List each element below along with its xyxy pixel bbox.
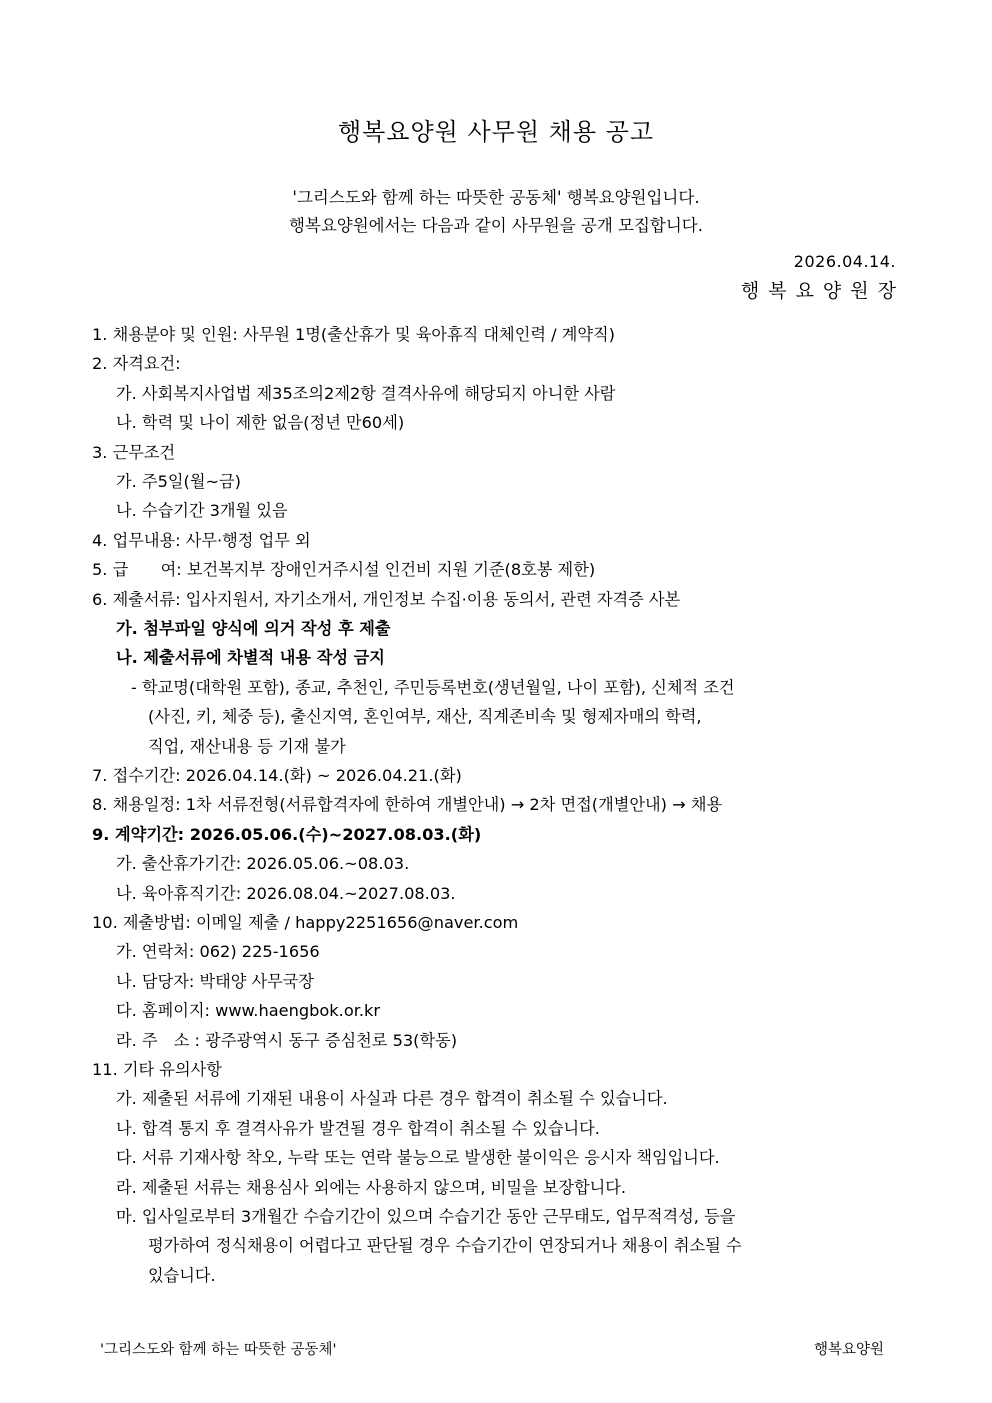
item-10-d: 라. 주 소 : 광주광역시 동구 증심천로 53(학동)	[116, 1031, 458, 1050]
item-6-b-detail-3: 직업, 재산내용 등 기재 불가	[148, 737, 346, 756]
item-8: 8. 채용일정: 1차 서류전형(서류합격자에 한하여 개별안내) → 2차 면접(개별안내) → 채용	[92, 795, 723, 814]
item-3-b: 나. 수습기간 3개월 있음	[116, 501, 288, 520]
item-6-a: 가. 첨부파일 양식에 의거 작성 후 제출	[116, 619, 391, 638]
item-10-a: 가. 연락처: 062) 225-1656	[116, 942, 320, 961]
item-9-a: 가. 출산휴가기간: 2026.05.06.~08.03.	[116, 854, 410, 873]
intro-line-2: 행복요양원에서는 다음과 같이 사무원을 공개 모집합니다.	[288, 216, 703, 235]
item-9-b: 나. 육아휴직기간: 2026.08.04.~2027.08.03.	[116, 884, 456, 903]
item-9: 9. 계약기간: 2026.05.06.(수)~2027.08.03.(화)	[92, 825, 482, 844]
item-11-a: 가. 제출된 서류에 기재된 내용이 사실과 다른 경우 합격이 취소될 수 있습니다.	[116, 1089, 668, 1108]
item-3-a: 가. 주5일(월~금)	[116, 472, 241, 491]
item-11-e-cont-1: 평가하여 정식채용이 어렵다고 판단될 경우 수습기간이 연장되거나 채용이 취소될 수	[148, 1236, 742, 1255]
footer-org-name: 행복요양원	[813, 1342, 884, 1358]
item-11-b: 나. 합격 통지 후 결격사유가 발견될 경우 합격이 취소될 수 있습니다.	[116, 1119, 600, 1138]
item-6-b: 나. 제출서류에 차별적 내용 작성 금지	[116, 648, 385, 667]
item-10-c: 다. 홈페이지: www.haengbok.or.kr	[116, 1001, 381, 1020]
item-5: 5. 급 여: 보건복지부 장애인거주시설 인건비 지원 기준(8호봉 제한)	[92, 560, 596, 579]
item-6-b-detail-2: (사진, 키, 체중 등), 출신지역, 혼인여부, 재산, 직계존비속 및 형제자매의 학력,	[148, 707, 702, 726]
item-7: 7. 접수기간: 2026.04.14.(화) ~ 2026.04.21.(화)	[92, 766, 462, 785]
item-6-b-detail-1: - 학교명(대학원 포함), 종교, 추천인, 주민등록번호(생년월일, 나이 포함), 신체적 조건	[131, 678, 735, 697]
page-title: 행복요양원 사무원 채용 공고	[337, 118, 655, 146]
item-4: 4. 업무내용: 사무·행정 업무 외	[92, 531, 311, 550]
intro-line-1: '그리스도와 함께 하는 따뜻한 공동체' 행복요양원입니다.	[292, 188, 700, 207]
item-2: 2. 자격요건:	[92, 354, 181, 373]
item-1: 1. 채용분야 및 인원: 사무원 1명(출산휴가 및 육아휴직 대체인력 / 계약직)	[92, 325, 615, 344]
item-10-b: 나. 담당자: 박태양 사무국장	[116, 972, 315, 991]
notice-date: 2026.04.14.	[793, 252, 896, 271]
item-11-c: 다. 서류 기재사항 착오, 누락 또는 연락 불능으로 발생한 불이익은 응시자 책임입니다.	[116, 1148, 720, 1167]
item-2-b: 나. 학력 및 나이 제한 없음(정년 만60세)	[116, 413, 405, 432]
item-11-d: 라. 제출된 서류는 채용심사 외에는 사용하지 않으며, 비밀을 보장합니다.	[116, 1178, 627, 1197]
item-11-e: 마. 입사일로부터 3개월간 수습기간이 있으며 수습기간 동안 근무태도, 업무적격성, 등을	[116, 1207, 736, 1226]
footer-motto: '그리스도와 함께 하는 따뜻한 공동체'	[100, 1342, 337, 1358]
item-11-e-cont-2: 있습니다.	[148, 1266, 216, 1285]
item-11: 11. 기타 유의사항	[92, 1060, 222, 1079]
item-3: 3. 근무조건	[92, 443, 176, 462]
item-6: 6. 제출서류: 입사지원서, 자기소개서, 개인정보 수집·이용 동의서, 관련 자격증 사본	[92, 590, 681, 609]
item-2-a: 가. 사회복지사업법 제35조의2제2항 결격사유에 해당되지 아니한 사람	[116, 384, 616, 403]
signature: 행복요양원장	[740, 280, 905, 302]
item-10: 10. 제출방법: 이메일 제출 / happy2251656@naver.com	[92, 913, 519, 932]
